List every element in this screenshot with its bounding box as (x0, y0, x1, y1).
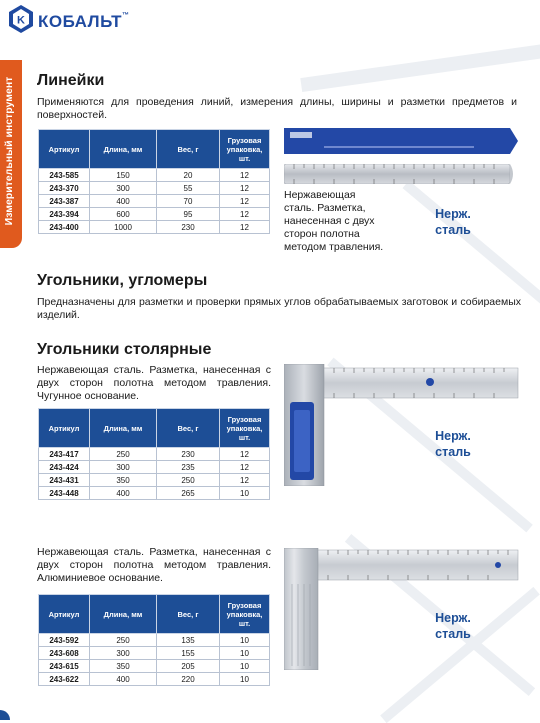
article-cell: 243-622 (39, 673, 90, 686)
table-cell: 12 (220, 182, 270, 195)
carpenter-block2-caption: Нержавеющая сталь. Разметка, нанесенная с двух сторон полотна методом травления. Алюминиевое основание. (37, 546, 271, 584)
table-cell: 300 (90, 647, 157, 660)
table-cell: 10 (220, 487, 270, 500)
article-cell: 243-608 (39, 647, 90, 660)
table-row (39, 474, 270, 487)
table-cell: 12 (220, 221, 270, 234)
table-row (39, 169, 270, 182)
table-cell: 1000 (90, 221, 157, 234)
table-cell: 250 (157, 474, 220, 487)
article-cell: 243-417 (39, 448, 90, 461)
table-row (39, 195, 270, 208)
rulers-material-badge: Нерж. сталь (435, 207, 471, 237)
article-cell: 243-394 (39, 208, 90, 221)
table-header: Вес, г (157, 595, 220, 634)
svg-text:K: K (17, 14, 25, 27)
carpenter-block2-table (38, 594, 270, 686)
section-description-squares: Предназначены для разметки и проверки прямых углов обрабатываемых заготовок и собираемых изделий. (37, 296, 521, 321)
table-cell: 350 (90, 474, 157, 487)
carpenter-block1-caption: Нержавеющая сталь. Разметка, нанесенная с двух сторон полотна методом травления. Чугунное основание. (37, 364, 271, 402)
table-header: Артикул (39, 409, 90, 448)
table-cell: 12 (220, 461, 270, 474)
table-cell: 10 (220, 647, 270, 660)
table-cell: 10 (220, 634, 270, 647)
article-cell: 243-387 (39, 195, 90, 208)
table-cell: 350 (90, 660, 157, 673)
table-cell: 400 (90, 195, 157, 208)
section-title-squares: Угольники, угломеры (37, 272, 208, 289)
rulers-spec-table (38, 129, 270, 234)
table-header: Грузовая упаковка, шт. (220, 130, 270, 169)
table-cell: 55 (157, 182, 220, 195)
brand-name: КОБАЛЬТ™ (38, 12, 130, 31)
table-cell: 12 (220, 474, 270, 487)
table-cell: 95 (157, 208, 220, 221)
table-cell: 135 (157, 634, 220, 647)
ruler-steel-image (284, 164, 516, 184)
article-cell: 243-400 (39, 221, 90, 234)
table-cell: 600 (90, 208, 157, 221)
article-cell: 243-585 (39, 169, 90, 182)
table-row (39, 182, 270, 195)
table-cell: 10 (220, 673, 270, 686)
table-row (39, 448, 270, 461)
section-description-rulers: Применяются для проведения линий, измерения длины, ширины и разметки предметов и поверхностей. (37, 96, 517, 121)
table-row (39, 673, 270, 686)
table-cell: 265 (157, 487, 220, 500)
table-cell: 10 (220, 660, 270, 673)
article-cell: 243-431 (39, 474, 90, 487)
table-row (39, 208, 270, 221)
table-row (39, 647, 270, 660)
table-header: Длина, мм (90, 409, 157, 448)
article-cell: 243-370 (39, 182, 90, 195)
carpenter-block1-table (38, 408, 270, 500)
table-header: Грузовая упаковка, шт. (220, 409, 270, 448)
table-cell: 12 (220, 208, 270, 221)
table-row (39, 634, 270, 647)
table-header: Грузовая упаковка, шт. (220, 595, 270, 634)
category-side-tab (0, 60, 22, 248)
table-cell: 205 (157, 660, 220, 673)
table-cell: 12 (220, 169, 270, 182)
article-cell: 243-615 (39, 660, 90, 673)
table-header: Вес, г (157, 409, 220, 448)
table-cell: 250 (90, 448, 157, 461)
table-cell: 400 (90, 487, 157, 500)
table-cell: 250 (90, 634, 157, 647)
page-corner-mark (0, 710, 10, 720)
table-cell: 155 (157, 647, 220, 660)
table-header: Артикул (39, 595, 90, 634)
table-row (39, 461, 270, 474)
table-header: Вес, г (157, 130, 220, 169)
table-row (39, 660, 270, 673)
table-cell: 20 (157, 169, 220, 182)
article-cell: 243-592 (39, 634, 90, 647)
table-cell: 150 (90, 169, 157, 182)
table-cell: 230 (157, 221, 220, 234)
table-cell: 70 (157, 195, 220, 208)
table-cell: 12 (220, 448, 270, 461)
table-cell: 220 (157, 673, 220, 686)
table-header: Длина, мм (90, 595, 157, 634)
table-cell: 12 (220, 195, 270, 208)
table-cell: 400 (90, 673, 157, 686)
table-cell: 300 (90, 182, 157, 195)
category-side-tab-label: Измерительный инструмент (3, 76, 15, 226)
carpenter-square-iron-image (284, 364, 520, 486)
section-title-rulers: Линейки (37, 72, 105, 89)
article-cell: 243-424 (39, 461, 90, 474)
table-header: Артикул (39, 130, 90, 169)
carpenter-square-aluminium-image (284, 548, 520, 670)
article-cell: 243-448 (39, 487, 90, 500)
rulers-caption: Нержавеющая сталь. Разметка, нанесенная с двух сторон полотна методом травления. (284, 189, 384, 253)
table-row (39, 221, 270, 234)
brand-hex-icon (8, 4, 34, 34)
table-row (39, 487, 270, 500)
carpenter-block1-material-badge: Нерж. сталь (435, 429, 471, 459)
ruler-blue-image (284, 128, 518, 154)
carpenter-block2-material-badge: Нерж. сталь (435, 611, 471, 641)
table-cell: 230 (157, 448, 220, 461)
table-cell: 235 (157, 461, 220, 474)
section-title-carpenter-squares: Угольники столярные (37, 341, 212, 358)
table-cell: 300 (90, 461, 157, 474)
table-header: Длина, мм (90, 130, 157, 169)
